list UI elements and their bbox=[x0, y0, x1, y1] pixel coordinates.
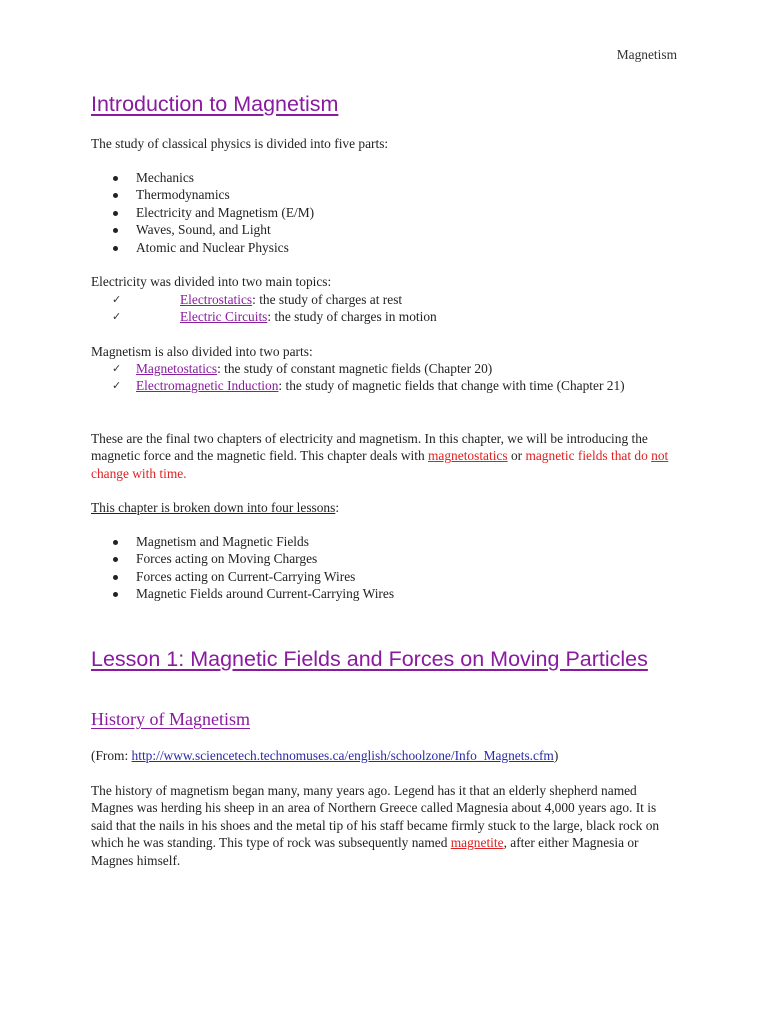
checkmark-icon: ✓ bbox=[112, 310, 122, 324]
intro-heading: Introduction to Magnetism bbox=[91, 92, 339, 116]
list-item: Thermodynamics bbox=[91, 186, 314, 203]
bullet-icon bbox=[113, 540, 118, 545]
electrostatics-link[interactable]: Electrostatics bbox=[180, 292, 253, 307]
chapter-note-paragraph: These are the final two chapters of electricity and magnetism. In this chapter, we will be introducing the magnetic force and the magnetic field. This chapter deals with magnetostatics or magnetic fields that do not change with time. bbox=[91, 431, 669, 481]
electricity-topics-list bbox=[91, 291, 677, 326]
list-item: ✓ Electromagnetic Induction: the study of magnetic fields that change with time (Chapter 21) bbox=[112, 378, 625, 394]
bullet-icon bbox=[113, 575, 118, 580]
list-item: Forces acting on Moving Charges bbox=[91, 550, 394, 567]
electric-circuits-link[interactable]: Electric Circuits bbox=[180, 309, 268, 325]
bullet-icon bbox=[113, 228, 118, 233]
list-item: Atomic and Nuclear Physics bbox=[91, 239, 314, 256]
bullet-icon bbox=[113, 557, 118, 562]
list-item: Waves, Sound, and Light bbox=[91, 221, 314, 238]
intro-lead: The study of classical physics is divided into five parts: bbox=[91, 136, 389, 151]
history-subheading: History of Magnetism bbox=[91, 709, 250, 729]
bullet-icon bbox=[113, 193, 118, 198]
lesson1-heading: Lesson 1: Magnetic Fields and Forces on Moving Particles bbox=[91, 647, 648, 671]
electromagnetic-induction-link[interactable]: Electromagnetic Induction bbox=[136, 378, 279, 394]
history-paragraph: The history of magnetism began many, many years ago. Legend has it that an elderly shepherd named Magnes was herding his sheep in an area of Northern Greece called Magnesia about 4,000 years ago. It is said that the nails in his shoes and the metal tip of his staff became firmly stuck to the large, black rock on which he was standing. This type of rock was subsequently named magnetite, after either Magnesia or Magnes himself. bbox=[91, 783, 660, 868]
physics-parts-list bbox=[91, 169, 314, 256]
bullet-icon bbox=[113, 211, 118, 216]
source-line: (From: http://www.sciencetech.technomuses.ca/english/schoolzone/Info_Magnets.cfm) bbox=[91, 748, 559, 763]
lessons-lead: This chapter is broken down into four lessons: bbox=[91, 500, 340, 515]
magnetism-parts-list bbox=[91, 360, 677, 395]
list-item: Electricity and Magnetism (E/M) bbox=[91, 204, 314, 221]
magnetism-lead: Magnetism is also divided into two parts: bbox=[91, 344, 313, 359]
running-header: Magnetism bbox=[616, 47, 677, 62]
list-item: Forces acting on Current-Carrying Wires bbox=[91, 568, 394, 585]
list-item: Mechanics bbox=[91, 169, 314, 186]
checkmark-icon: ✓ bbox=[112, 379, 122, 393]
bullet-icon bbox=[113, 592, 118, 597]
checkmark-icon: ✓ bbox=[112, 293, 122, 306]
list-item: ✓ Electrostatics: the study of charges at rest bbox=[112, 292, 403, 307]
list-item: ✓ Magnetostatics: the study of constant magnetic fields (Chapter 20) bbox=[112, 361, 493, 376]
magnetostatics-link[interactable]: Magnetostatics bbox=[136, 361, 218, 376]
source-url-link[interactable]: http://www.sciencetech.technomuses.ca/english/schoolzone/Info_Magnets.cfm bbox=[131, 748, 554, 763]
list-item: Magnetic Fields around Current-Carrying Wires bbox=[91, 585, 394, 602]
checkmark-icon: ✓ bbox=[112, 362, 122, 375]
list-item: ✓ Electric Circuits: the study of charges in motion bbox=[112, 309, 437, 325]
bullet-icon bbox=[113, 246, 118, 251]
not-emphasis: not bbox=[651, 448, 669, 464]
magnetite-term: magnetite bbox=[450, 835, 504, 851]
bullet-icon bbox=[113, 176, 118, 181]
magnetostatics-term: magnetostatics bbox=[428, 448, 508, 464]
list-item: Magnetism and Magnetic Fields bbox=[91, 533, 394, 550]
electricity-lead: Electricity was divided into two main topics: bbox=[91, 274, 332, 289]
lessons-list bbox=[91, 533, 394, 603]
